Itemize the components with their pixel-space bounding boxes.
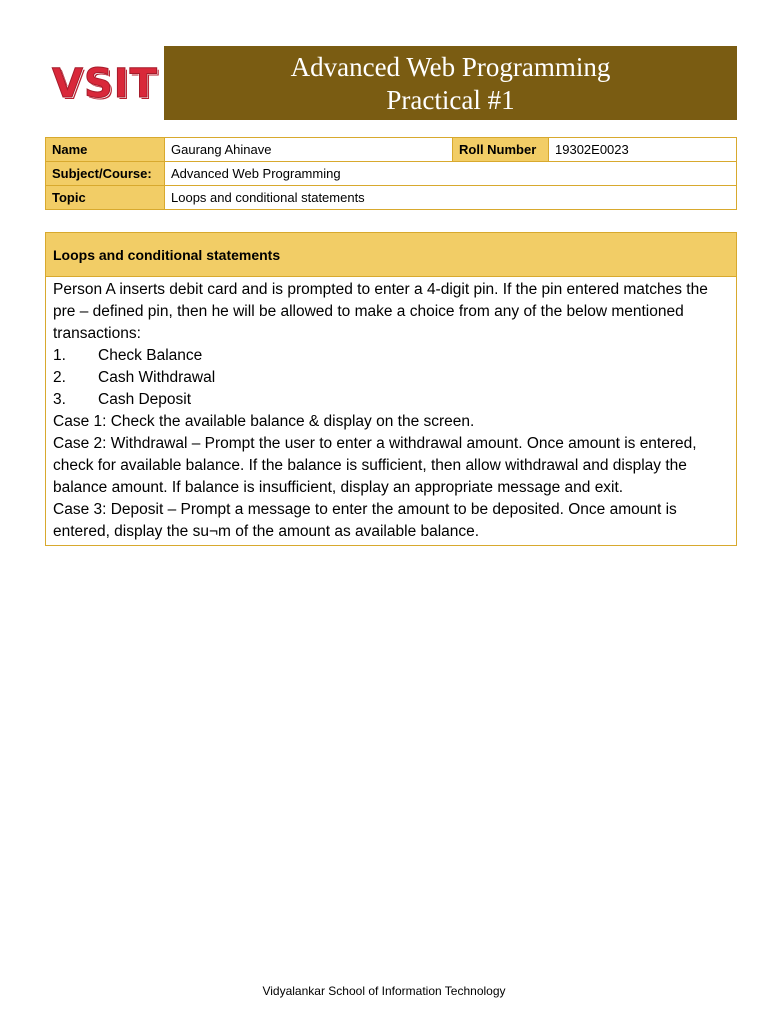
list-item-label: Cash Withdrawal (98, 369, 216, 386)
list-item (53, 389, 729, 411)
info-table (45, 137, 737, 210)
title-banner (164, 46, 737, 120)
topic-value: Loops and conditional statements (165, 186, 737, 210)
list-item-number: 2. (53, 369, 66, 386)
section-body (46, 277, 736, 545)
roll-number-label: Roll Number (453, 138, 549, 162)
list-item-label: Cash Deposit (98, 391, 192, 408)
case-1: Case 1: Check the available balance & display on the screen. (53, 413, 475, 430)
name-value: Gaurang Ahinave (165, 138, 453, 162)
list-item (53, 367, 729, 389)
list-item-number: 3. (53, 391, 66, 408)
subject-value: Advanced Web Programming (165, 162, 737, 186)
problem-section (45, 232, 737, 546)
subject-label: Subject/Course: (46, 162, 165, 186)
roll-number-value: 19302E0023 (549, 138, 737, 162)
topic-label: Topic (46, 186, 165, 210)
case-2: Case 2: Withdrawal – Prompt the user to enter a withdrawal amount. Once amount is entered, check for available balance. If the balance is sufficient, then allow withdrawal and display the balance amount. If balance is insufficient, display an appropriate message and exit. (53, 435, 697, 496)
title-line-1: Advanced Web Programming (290, 52, 611, 82)
info-row-topic (46, 186, 737, 210)
page-footer: Vidyalankar School of Information Technology (262, 984, 506, 998)
section-heading: Loops and conditional statements (46, 233, 736, 277)
info-row-name (46, 138, 737, 162)
title-line-2: Practical #1 (386, 85, 515, 115)
name-label: Name (46, 138, 165, 162)
problem-intro: Person A inserts debit card and is prompted to enter a 4-digit pin. If the pin entered matches the pre – defined pin, then he will be allowed to make a choice from any of the below mentioned transactions: (53, 281, 708, 342)
case-3: Case 3: Deposit – Prompt a message to enter the amount to be deposited. Once amount is entered, display the su¬m of the amount as available balance. (53, 501, 677, 540)
info-row-subject (46, 162, 737, 186)
list-item-label: Check Balance (98, 347, 203, 364)
vsit-logo: VSIT (52, 61, 158, 107)
list-item-number: 1. (53, 347, 66, 364)
list-item (53, 345, 729, 367)
